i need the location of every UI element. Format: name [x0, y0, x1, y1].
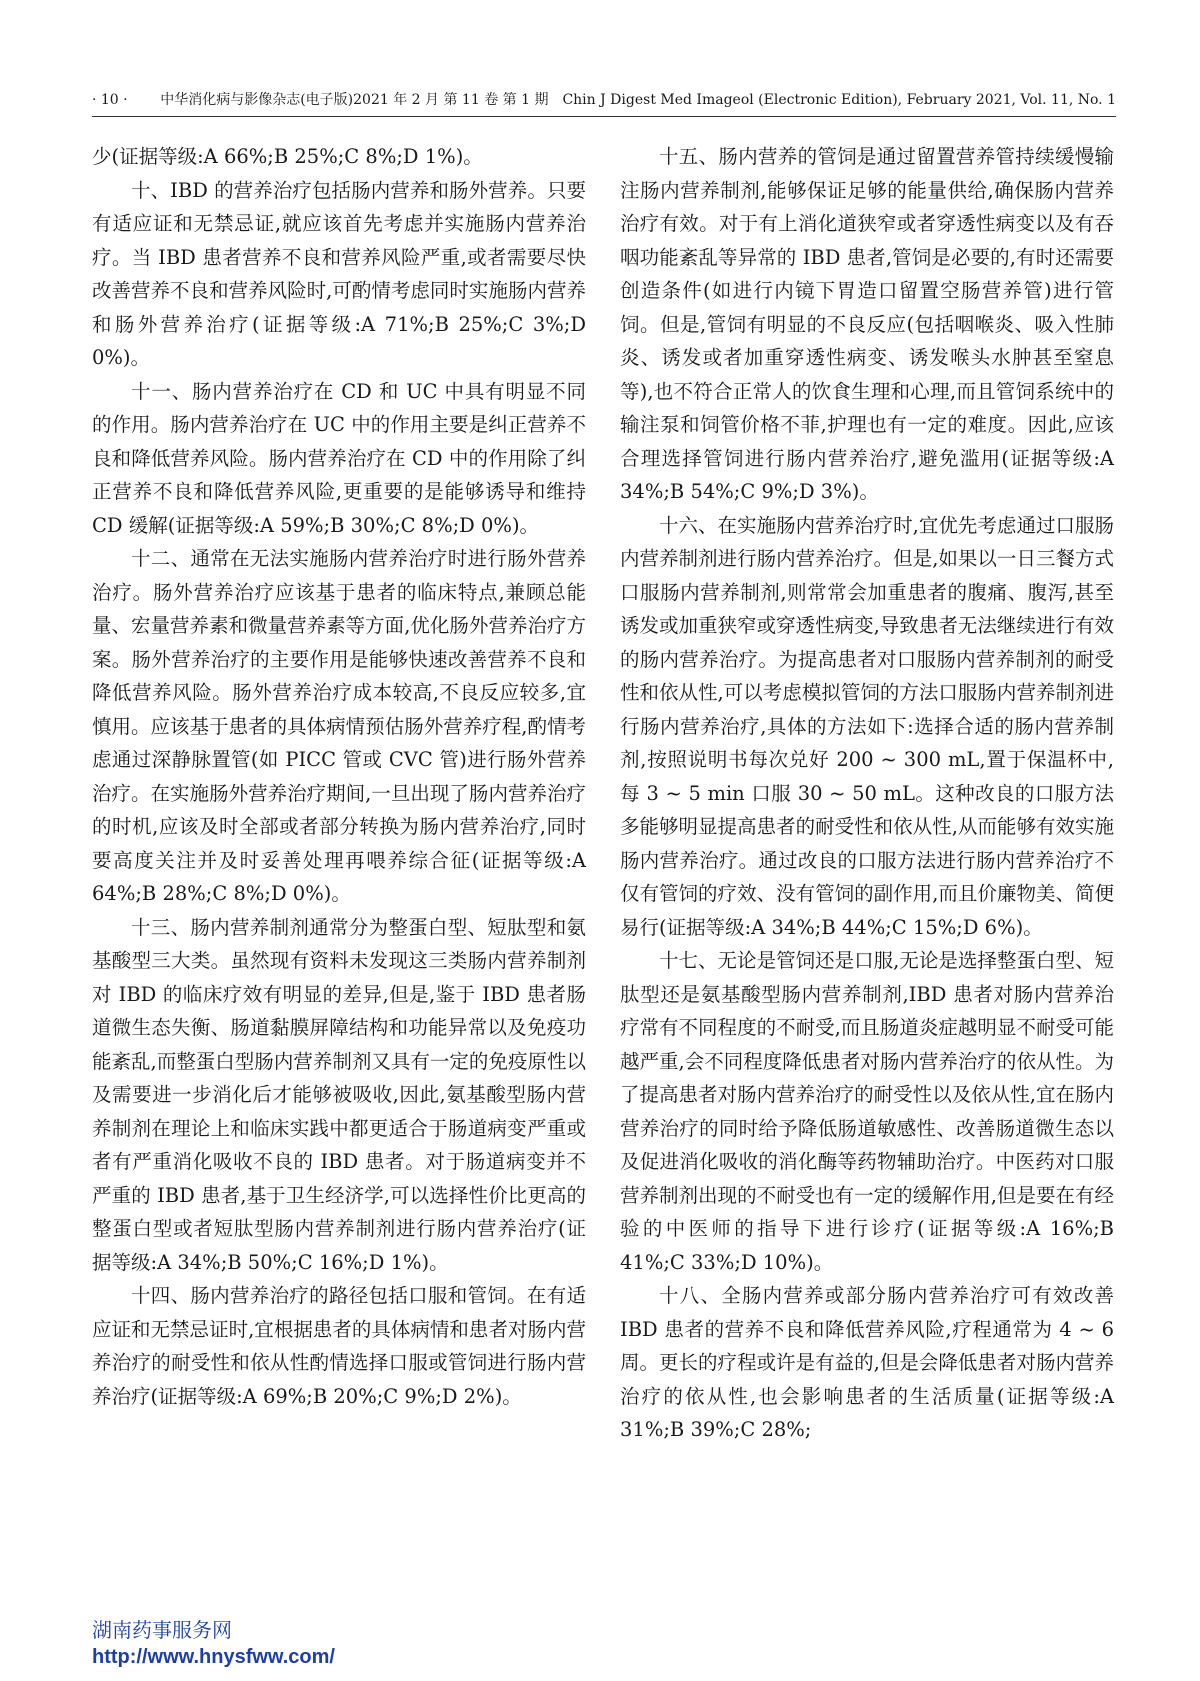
running-header [92, 86, 1116, 117]
paragraph: 十三、肠内营养制剂通常分为整蛋白型、短肽型和氨基酸型三大类。虽然现有资料未发现这三类肠内营养制剂对 IBD 的临床疗效有明显的差异,但是,鉴于 IBD 患者肠道微生态失衡、肠道黏膜屏障结构和功能异常以及免疫功能紊乱,而整蛋白型肠内营养制剂又具有一定的免疫原性以及需要进一步消化后才能够被吸收,因此,氨基酸型肠内营养制剂在理论上和临床实践中都更适合于肠道病变严重或者有严重消化吸收不良的 IBD 患者。对于肠道病变并不严重的 IBD 患者,基于卫生经济学,可以选择性价比更高的整蛋白型或者短肽型肠内营养制剂进行肠内营养治疗(证据等级:A 34%;B 50%;C 16%;D 1%)。 [92, 915, 586, 1274]
right-column [620, 140, 1114, 1447]
paragraph: 十二、通常在无法实施肠内营养治疗时进行肠外营养治疗。肠外营养治疗应该基于患者的临床特点,兼顾总能量、宏量营养素和微量营养素等方面,优化肠外营养治疗方案。肠外营养治疗的主要作用是能够快速改善营养不良和降低营养风险。肠外营养治疗成本较高,不良反应较多,宜慎用。应该基于患者的具体病情预估肠外营养疗程,酌情考虑通过深静脉置管(如 PICC 管或 CVC 管)进行肠外营养治疗。在实施肠外营养治疗期间,一旦出现了肠内营养治疗的时机,应该及时全部或者部分转换为肠内营养治疗,同时要高度关注并及时妥善处理再喂养综合征(证据等级:A 64%;B 28%;C 8%;D 0%)。 [92, 547, 586, 905]
left-column [92, 140, 586, 1413]
site-name: 湖南药事服务网 [92, 1620, 232, 1642]
journal-citation: 中华消化病与影像杂志(电子版)2021 年 2 月 第 11 卷 第 1 期 Chin J Digest Med Imageol (Electronic Edition), February 2021, Vol. 11, No. 1 [160, 92, 1116, 108]
page-number: · 10 · [92, 92, 128, 108]
paragraph: 十四、肠内营养治疗的路径包括口服和管饲。在有适应证和无禁忌证时,宜根据患者的具体病情和患者对肠内营养治疗的耐受性和依从性酌情选择口服或管饲进行肠内营养治疗(证据等级:A 69%;B 20%;C 9%;D 2%)。 [92, 1284, 586, 1408]
paragraph: 少(证据等级:A 66%;B 25%;C 8%;D 1%)。 [92, 145, 483, 168]
paragraph: 十六、在实施肠内营养治疗时,宜优先考虑通过口服肠内营养制剂进行肠内营养治疗。但是,如果以一日三餐方式口服肠内营养制剂,则常常会加重患者的腹痛、腹泻,甚至诱发或加重狭窄或穿透性病变,导致患者无法继续进行有效的肠内营养治疗。为提高患者对口服肠内营养制剂的耐受性和依从性,可以考虑模拟管饲的方法口服肠内营养制剂进行肠内营养治疗,具体的方法如下:选择合适的肠内营养制剂,按照说明书每次兑好 200 ~ 300 mL,置于保温杯中,每 3 ~ 5 min 口服 30 ~ 50 mL。这种改良的口服方法多能够明显提高患者的耐受性和依从性,从而能够有效实施肠内营养治疗。通过改良的口服方法进行肠内营养治疗不仅有管饲的疗效、没有管饲的副作用,而且价廉物美、简便易行(证据等级:A 34%;B 44%;C 15%;D 6%)。 [620, 513, 1114, 939]
paragraph: 十八、全肠内营养或部分肠内营养治疗可有效改善 IBD 患者的营养不良和降低营养风险,疗程通常为 4 ~ 6 周。更长的疗程或许是有益的,但是会降低患者对肠内营养治疗的依从性,也会影响患者的生活质量(证据等级:A 31%;B 39%;C 28%; [620, 1284, 1114, 1441]
site-url-link[interactable]: http://www.hnysfww.com/ [92, 1646, 335, 1668]
paragraph: 十五、肠内营养的管饲是通过留置营养管持续缓慢输注肠内营养制剂,能够保证足够的能量供给,确保肠内营养治疗有效。对于有上消化道狭窄或者穿透性病变以及有吞咽功能紊乱等异常的 IBD 患者,管饲是必要的,有时还需要创造条件(如进行内镜下胃造口留置空肠营养管)进行管饲。但是,管饲有明显的不良反应(包括咽喉炎、吸入性肺炎、诱发或者加重穿透性病变、诱发喉头水肿甚至窒息等),也不符合正常人的饮食生理和心理,而且管饲系统中的输注泵和饲管价格不菲,护理也有一定的难度。因此,应该合理选择管饲进行肠内营养治疗,避免滥用(证据等级:A 34%;B 54%;C 9%;D 3%)。 [620, 145, 1114, 503]
paragraph: 十、IBD 的营养治疗包括肠内营养和肠外营养。只要有适应证和无禁忌证,就应该首先考虑并实施肠内营养治疗。当 IBD 患者营养不良和营养风险严重,或者需要尽快改善营养不良和营养风险时,可酌情考虑同时实施肠内营养和肠外营养治疗(证据等级:A 71%;B 25%;C 3%;D 0%)。 [92, 178, 586, 369]
paragraph: 十一、肠内营养治疗在 CD 和 UC 中具有明显不同的作用。肠内营养治疗在 UC 中的作用主要是纠正营养不良和降低营养风险。肠内营养治疗在 CD 中的作用除了纠正营养不良和降低营养风险,更重要的是能够诱导和维持 CD 缓解(证据等级:A 59%;B 30%;C 8%;D 0%)。 [92, 379, 586, 537]
watermark-footer [92, 1618, 335, 1670]
paragraph: 十七、无论是管饲还是口服,无论是选择整蛋白型、短肽型还是氨基酸型肠内营养制剂,IBD 患者对肠内营养治疗常有不同程度的不耐受,而且肠道炎症越明显不耐受可能越严重,会不同程度降低患者对肠内营养治疗的依从性。为了提高患者对肠内营养治疗的耐受性以及依从性,宜在肠内营养治疗的同时给予降低肠道敏感性、改善肠道微生态以及促进消化吸收的消化酶等药物辅助治疗。中医药对口服营养制剂出现的不耐受也有一定的缓解作用,但是要在有经验的中医师的指导下进行诊疗(证据等级:A 16%;B 41%;C 33%;D 10%)。 [620, 949, 1114, 1274]
